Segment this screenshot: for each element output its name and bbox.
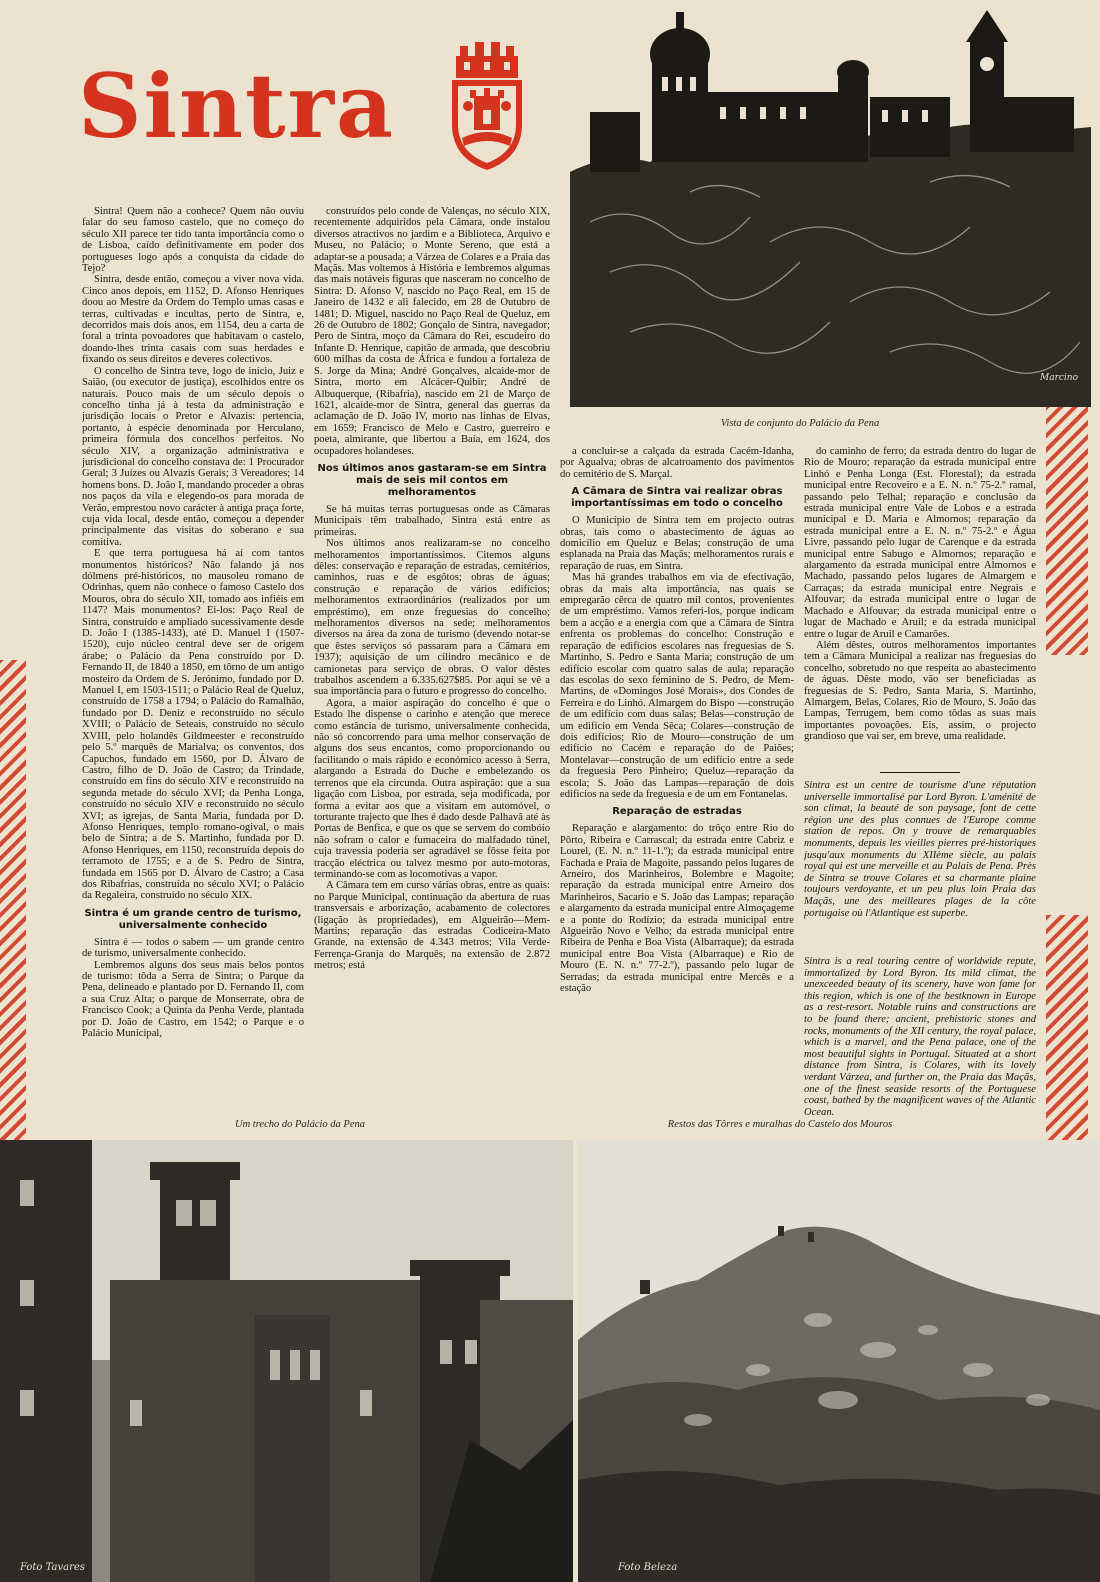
paragraph: A Câmara tem em curso várias obras, entre as quais: no Parque Municipal, continuação da abertura de ruas transversais e arborização, acabamento de colectores (ligação às propriedades), em Algueirão—Mem-Martins; reparação das estradas Codiceira-Mato Grande, na extensão de 4.343 metros; Vila Verde-Ferrença-Granja do Marquês, na extensão de 2.872 metros; está [314, 880, 550, 972]
photo-credit-left: Foto Tavares [20, 1562, 85, 1573]
paragraph: Nos últimos anos realizaram-se no concelho melhoramentos importantíssimos. Citemos alguns dêles: conservação e reparação de estradas, cemitérios, caminhos, ruas e de esgôtos; obras de águas; construção e reparação de vários edifícios; melhoramentos extraordinários (realizados por um empréstimo), em onze freguesias do concelho; melhoramentos diversos na sede; melhoramentos diversos na área da zona de turismo (devendo notar-se que êstes serviços só passaram para a Câmara em 1937); aquisição de um cilindro mecânico e de camionetas para serviço de obras. O valor dêstes trabalhos ascendem a 6.335.627$85. Por aqui se vê a sua importância para o futuro e progresso do concelho. [314, 538, 550, 698]
english-summary: Sintra is a real touring centre of worldwide repute, immortalized by Lord Byron. Its mild climat, the unexceeded beauty of its scenery, have won fame for this region, which is one of the bestknown in Europe as a rest-resort. Notable ruins and constructions are to be found there; ancient, prehistoric stones and rocks, monuments of the XII century, the royal palace, which is a marvel, and the Pena palace, one of the most beautiful sights in Portugal. Situated at a short distance from Sintra, is Colares, with its lovely verdant Várzea, and further on, the Praia das Maçãs, one of the finest seaside resorts of the Portuguese coast, bathed by the magnificent waves of the Atlantic Ocean. [804, 956, 1036, 1118]
section-heading-works: A Câmara de Sintra vai realizar obras importantíssimas em todo o concelho [571, 486, 783, 510]
photo-pena-palace-detail [0, 1140, 573, 1582]
french-summary: Sintra est un centre de tourisme d'une réputation universelle immortalisé par Lord Byron. L'aménité de son climat, la beauté de son paysage, font de cette région une des plus connues de l'Europe comme station de repos. On y trouve de remarquables monuments, depuis les vieilles pierres pré-historiques jusqu'aux monuments du XIIème siècle, au palais royal qui est une merveille et au Palais de Pena. Près de Sintra se trouve Colares et sa charmante plaine toujours verdoyante, et un peu plus loin Praia das Maçãs, une des meilleures plages de la côte portugaise où l'Atlantique est superbe. [804, 780, 1036, 919]
caption-pena-detail: Um trecho do Palácio da Pena [235, 1119, 365, 1130]
photo-credit-right: Foto Beleza [618, 1562, 678, 1573]
paragraph: Mas há grandes trabalhos em via de efectivação, obras da mais alta importância, nas quais se empregarão cêrca de quatro mil contos, provenientes de um empréstimo. Vamos referi-los, porque indicam bem a acção e a energia com que a Câmara de Sintra enfrenta os problemas do concelho: Construção e reparação de edifícios escolares nas freguesias de S. Martinho, S. Pedro e Santa Maria; construção de um edifício escolar com quatro salas de aula; reparação das escolas do sexo feminino de S. Pedro, de Mem-Martins, de «Domingos José Morais», dos Condes de Ferreira e do Linhó. Almargem do Bispo —construção de um edifício com duas salas; Belas—construção de um edifício em Venda Sêca; Colares—construção de dois edifícios; Rio de Mouro—construção de um edifício no Cacém e reparação do de Paiões; Montelavar—construção de um edifício entre a sede da freguesia Pero Pinheiro; Queluz—reparação da escola; S. João das Lampas—reparação de dois edifícios na sede da freguesia e de um em Fontanelas. [560, 572, 794, 800]
decorative-stripe-left [0, 660, 26, 1140]
photo-castle-of-the-moors [578, 1140, 1100, 1582]
caption-pena-overview: Vista de conjunto do Palácio da Pena [720, 418, 880, 429]
pena-palace-illustration [570, 2, 1091, 407]
paragraph: do caminho de ferro; da estrada dentro do lugar de Rio de Mouro; reparação da estrada municipal entre Linhó e Penha Longa (Est. Florestal); da estrada municipal entre Recoveiro e a E. N. n.º 75-2.º ramal, passando pelo Telhal; reparação e conclusão da estrada municipal entre Vale de Lobos e a estrada municipal e D. Maria e Almornos; reparação da estrada municipal entre a E. N. n.º 75-2.º e Água Livre, passando pelo lugar de Carenque e da estrada municipal entre Sabugo e Almornos; reparação e alargamento da estrada municipal entre Almornos e Machado, passando pelos lugares de Almargem e Carraças; da estrada municipal entre Negrais e Alfouvar; da estrada municipal entre o lugar de Machado e Alfouvar; da estrada municipal entre o lugar de Machado e Aruil; e da estrada municipal entre o lugar de Aruil e Camarões. [804, 446, 1036, 640]
divider [880, 772, 960, 773]
illustration-signature: Marcino [1040, 373, 1079, 383]
paragraph: Além dêstes, outros melhoramentos importantes tem a Câmara Municipal a realizar nas freguesias do concelho, sobretudo no que respeita ao abastecimento de águas. Dêste modo, vão ser beneficiadas as freguesias de S. Pedro, Santa Maria, S. Martinho, Almargem, Belas, Colares, Rio de Mouro, S. João das Lampas, Terrugem, bem como tôdas as suas mais importantes povoações. Eis, assim, o projecto grandioso que vai ser, em breve, uma realidade. [804, 639, 1036, 743]
coat-of-arms-icon [448, 40, 526, 172]
paragraph: Agora, a maior aspiração do concelho é que o Estado lhe dispense o carinho e atenção que merece como estância de turismo, universalmente conhecida, não só concorrendo para uma melhor conservação de alguns dos seus encantos, como proporcionando ou facilitando o mais rápido e económico acesso à Serra, alargando a Estrada do Duche e embelezando os terrenos que ela circunda. Outra aspiração: que a sua ligação com Lisboa, por estrada, seja modificada, por forma a evitar aos que a visitam em automóvel, o torturante trajecto que lhes é dado desde Palhavã até às Portas de Benfica, e que os que se servem do combóio não sofram o calor e fumaceira do malfadado túnel, cuja travessia poderia ser agradável se fôsse feita por tracção eléctrica ou talvez mesmo por auto-motoras, terminando-se com as locomotivas a vapor. [314, 697, 550, 880]
caption-castle-ruins: Restos das Tôrres e muralhas do Castelo dos Mouros [667, 1119, 893, 1130]
section-heading-roads: Reparação de estradas [612, 806, 742, 818]
paragraph: Reparação e alargamento: do trôço entre Rio do Pôrto, Ribeira e Carrascal; da estrada entre Cabriz e Lourel, (E. N. n.º 11-1.º); da estrada municipal entre Fachada e Praia de Magoite, passando pelos lugares de Arneiro, dos Marinheiros, Bolembre e Magoite; reparação da estrada municipal entre Arneiro dos Marinheiros, Sacario e S. João das Lampas; reparação e alargamento da estrada municipal entre Almoçageme e a ponte do Rodízio; da estrada municipal entre Algueirão Novo e Velho; da estrada municipal entre Ribeira de Penha e Boa Vista (Albarraque); da estrada municipal entre Boa Vista (Albarraque) e Rio de Mouro (E. N. n.º 77-2.º), passando pelo lugar de Serradas; da estrada municipal entre Mercês e a estação [560, 823, 794, 995]
paragraph: O concelho de Sintra teve, logo de início, Juiz e Saião, (ou executor de justiça), escolhidos entre os naturais. Pouco mais de um século depois o concelho tinha já à testa da administração e jurisdição locais o Pretor e Alvazis: pertencia, portanto, à espécie denominada por Herculano, primeira fórmula dos concelhos perfeitos. No século XIV, a organização administrativa e jurisdicional do concelho constava de: 1 Procurador Geral; 3 Juízes ou Alvazis Gerais; 3 Vereadores; 14 homens bons. D. João I, mandando proceder a obras nos paços da vila e elegendo-os para morada de Verão, emprestou novo carácter à antiga praça forte, cuja vida local, desde então, começou a depender principalmente das visitas do soberano e sua comitiva. [82, 365, 304, 548]
decorative-stripe-right-bottom [1046, 915, 1088, 1150]
article-column-3 [560, 446, 794, 1122]
section-heading-tourism: Sintra é um grande centro de turismo, universalmente conhecido [84, 907, 302, 931]
paragraph: Sintra! Quem não a conhece? Quem não ouviu falar do seu famoso castelo, que no começo do século XII parece ter tido tanta importância como o de Lisboa, caído definitivamente em poder dos portugueses logo após a conquista da cidade do Tejo? [82, 206, 304, 275]
paragraph: a concluir-se a calçada da estrada Cacém-Idanha, por Agualva; obras de alcatroamento dos pavimentos do cemitério de S. Marçal. [560, 446, 794, 480]
article-column-4 [804, 446, 1036, 766]
page-title: Sintra [78, 54, 395, 158]
paragraph: Sintra, desde então, começou a viver nova vida. Cinco anos depois, em 1152, D. Afonso Henriques doou ao Mestre da Ordem do Templo umas casas e terras, cultivadas e incultas, perto de Sintra, e, decorridos mais dois anos, em 1154, deu a carta de foral a trinta povoadores que habitavam o castelo, doando-lhes trinta casais com suas herdades e fixando os seus direitos e deveres colectivos. [82, 274, 304, 366]
paragraph: construídos pelo conde de Valenças, no século XIX, recentemente adquiridos pela Câmara, onde instalou diversos atractivos no jardim e a Biblioteca, Arquivo e Museu, no Palácio; o Monte Sereno, que está a adaptar-se a pousada; a Várzea de Colares e a Praia das Maçãs. Mas voltemos à História e lembremos algumas das mais notáveis figuras que nasceram no concelho de Sintra: D. Afonso V, nascido no Paço Real, em 15 de Janeiro de 1432 e ali falecido, em 28 de Outubro de 1481; D. Miguel, nascido no Paço Real de Queluz, em 26 de Outubro de 1802; Gonçalo de Sintra, navegador; Pero de Sintra, moço da Câmara do Rei, escudeiro do Infante D. Henrique, capitão de armada, que descobriu 600 milhas da costa de África e fundou a fortaleza de S. Jorge da Mina; André Gonçalves, alcaide-mor de Sintra, morto em Alcácer-Quibir; André de Albuquerque, (Ribafria), nascido em 21 de Março de 1621, alcaide-mor de Sintra, general das guerras da aclamação de D. João IV, morto nas linhas de Elvas, em 1659; Francisco de Melo e Castro, guerreiro e poeta, almirante, que libertou a Baía, em 1624, dos ocupadores holandeses. [314, 206, 550, 457]
paragraph: Sintra é — todos o sabem — um grande centro de turismo, universalmente conhecido. [82, 936, 304, 960]
decorative-stripe-right-top [1046, 405, 1088, 655]
article-column-1 [82, 206, 304, 1122]
paragraph: O Município de Sintra tem em projecto outras obras, tais como o abastecimento de águas ao domicílio em Queluz e Belas; construção de uma esplanada na Praia das Maçãs; melhoramentos rurais e reparação de ruas, em Sintra. [560, 515, 794, 572]
paragraph: Se há muitas terras portuguesas onde as Câmaras Municipais têm trabalhado, Sintra está entre as primeiras. [314, 503, 550, 538]
section-heading-improvements: Nos últimos anos gastaram-se em Sintra mais de seis mil contos em melhoramentos [317, 462, 547, 498]
article-column-2 [314, 206, 550, 1122]
paragraph: Lembremos alguns dos seus mais belos pontos de turismo: tôda a Serra de Sintra; o Parque da Pena, delineado e plantado por D. Fernando II, com a sua Cruz Alta; o parque de Monserrate, obra de Francisco Cook; a Quinta da Penha Verde, plantada por D. João de Castro, em 1542; o Parque e o Palácio Municipal, [82, 959, 304, 1040]
paragraph: E que terra portuguesa há aí com tantos monumentos históricos? Não falando já nos dólmens pré-históricos, no mausoleu romano de Odrinhas, quem não conhece o famoso Castelo dos Mouros, obra do século XII, tomado aos infiéis em 1147? Mais monumentos? Ei-los: Paço Real de Sintra, construído e ampliado sucessivamente desde D. João I (1385-1433), até D. Manuel I (1507-1520), cujo núcleo central deve ser de origem árabe; o Palácio da Pena construído por D. Fernando II, de 1840 a 1850, em tôrno de um antigo mosteiro da Ordem de S. Jerónimo, fundado por D. Manuel I, em 1503-1511; o Palácio Real de Queluz, construído de 1758 a 1794; o Palácio do Ramalhão, fundado por D. Deniz e reconstruído no século XVIII; o Palácio de Seteais, construído no século XVIII, pelo holandês Gildmeester e reconstruído pelo 5.º marquês de Marialva; os conventos, dos Capuchos, fundado em 1560, por D. Álvaro de Castro, filho de D. João de Castro; da Trindade, construído em fins do século XIV e reconstruído na segunda metade do século XVI; da Penha Longa, construído no século XIV e reconstruído no século XVI; as igrejas, de Santa Maria, fundada por D. Afonso Henriques, templo romano-ogival, o mais belo de Sintra; a de S. Martinho, fundada por D. Afonso Henriques, em 1150, reconstruída depois do terramoto de 1755; e a de S. Pedro de Sintra, fundada em 1565 por D. Álvaro de Castro; a Casa dos Ribafrias, construída no século XVI; o Palácio da Regaleira, construído no século XIX. [82, 548, 304, 902]
